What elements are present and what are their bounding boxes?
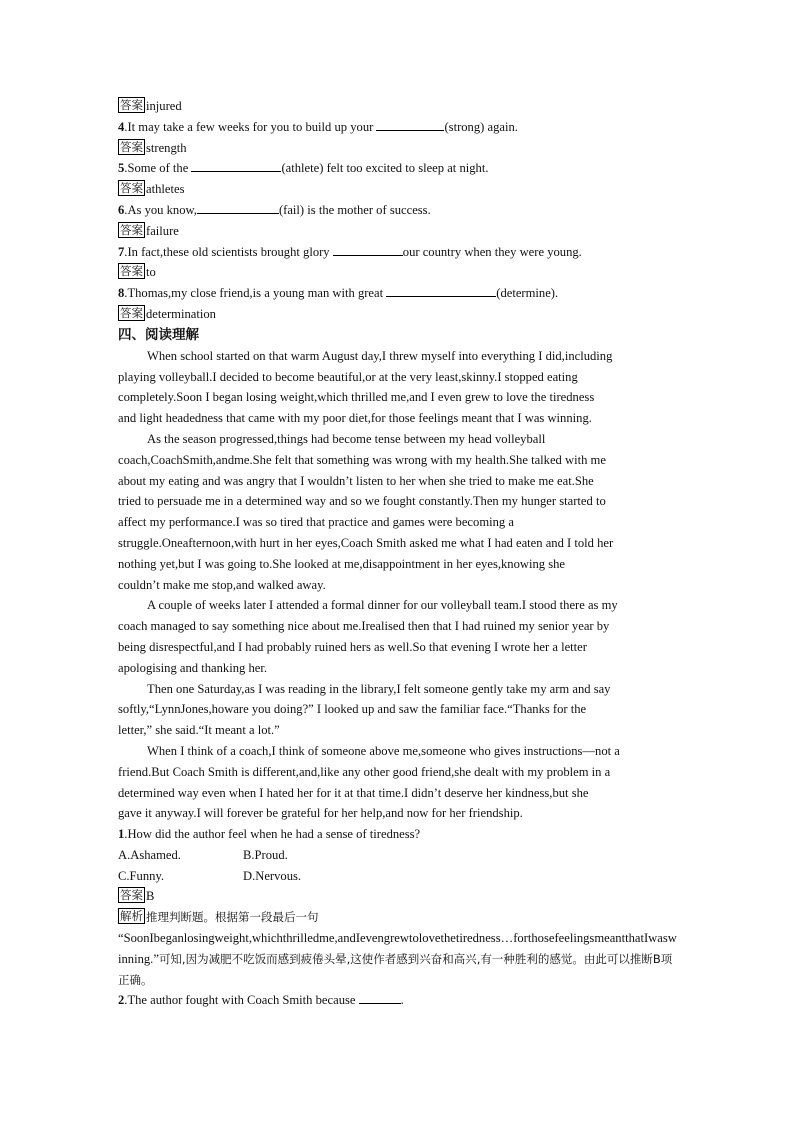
question-text-after: (determine). <box>496 286 559 301</box>
question-text-before: .Some of the <box>124 161 192 176</box>
passage-paragraph <box>118 346 678 429</box>
question-text-after: (athlete) felt too excited to sleep at night. <box>281 161 489 176</box>
answer-tag: 答案 <box>120 888 143 903</box>
passage-line: coach,CoachSmith,andme.She felt that something was wrong with my health.She talked with me <box>118 452 606 467</box>
explanation-text: 可知,因为减肥不吃饭而感到疲倦头晕,这使作者感到兴奋和高兴,有一种胜利的感觉。由此可以推断B项正确。 <box>118 951 673 987</box>
options-row <box>118 845 678 866</box>
answer-line <box>118 179 678 200</box>
question-line <box>118 158 678 179</box>
passage-line: Then one Saturday,as I was reading in the library,I felt someone gently take my arm and say <box>147 681 611 696</box>
passage-line: gave it anyway.I will forever be grateful for her help,and now for her friendship. <box>118 806 523 821</box>
reading-passage <box>118 346 678 824</box>
section-heading: 四、阅读理解 <box>118 326 199 343</box>
question-text-after: (strong) again. <box>444 119 518 134</box>
passage-line: As the season progressed,things had become tense between my head volleyball <box>147 431 546 446</box>
passage-paragraph <box>118 429 678 595</box>
question-text-after: (fail) is the mother of success. <box>278 202 431 217</box>
question-number: 5 <box>118 161 125 176</box>
options-row <box>118 866 678 887</box>
passage-line: playing volleyball.I decided to become beautiful,or at the very least,skinny.I stopped eating <box>118 369 578 384</box>
passage-line: completely.Soon I began losing weight,which thrilled me,and I even grew to love the tiredness <box>118 390 595 405</box>
answer-tag: 答案 <box>120 98 143 112</box>
fill-blank <box>359 992 401 1004</box>
answer-tag: 答案 <box>120 305 143 320</box>
fill-blank <box>333 244 403 256</box>
question-end: . <box>400 993 404 1008</box>
passage-line: When I think of a coach,I think of someone above me,someone who gives instructions—not a <box>147 743 620 758</box>
answer-text: athletes <box>146 182 185 197</box>
passage-paragraph <box>118 595 678 678</box>
passage-line: struggle.Oneafternoon,with hurt in her eyes,Coach Smith asked me what I had eaten and I told her <box>118 535 614 550</box>
question-line <box>118 990 678 1011</box>
question-number: 6 <box>118 202 125 217</box>
answer-text: B <box>146 889 155 904</box>
fill-blank <box>376 119 444 131</box>
passage-line: being disrespectful,and I had probably ruined hers as well.So that evening I wrote her a letter <box>118 639 587 654</box>
question-number: 8 <box>118 286 125 301</box>
question-number: 4 <box>118 119 125 134</box>
passage-line: When school started on that warm August day,I threw myself into everything I did,including <box>147 348 613 363</box>
answer-line <box>118 262 678 283</box>
answer-text: determination <box>146 306 216 321</box>
question-line <box>118 117 678 138</box>
passage-line: couldn’t make me stop,and walked away. <box>118 577 326 592</box>
explanation-text: 推理判断题。根据第一段最后一句 <box>146 910 319 925</box>
passage-line: coach managed to say something nice about me.Irealised then that I had ruined my senior year by <box>118 619 610 634</box>
passage-line: determined way even when I hated her for it at that time.I didn’t deserve her kindness,but she <box>118 785 589 800</box>
passage-line: affect my performance.I was so tired that practice and games were becoming a <box>118 515 514 530</box>
document-page <box>118 96 678 1011</box>
option-b: B.Proud. <box>243 847 288 862</box>
question-text-after: our country when they were young. <box>402 244 582 259</box>
explanation <box>118 907 678 990</box>
question-line <box>118 283 678 304</box>
question-text-before: .As you know, <box>124 202 197 217</box>
question-line <box>118 200 678 221</box>
answer-line <box>118 138 678 159</box>
answer-tag: 答案 <box>120 181 143 196</box>
question-text-before: .Thomas,my close friend,is a young man with great <box>124 286 387 301</box>
option-d: D.Nervous. <box>243 868 302 883</box>
answer-tag: 答案 <box>120 222 143 237</box>
passage-line: A couple of weeks later I attended a formal dinner for our volleyball team.I stood there as my <box>147 598 618 613</box>
fill-blank <box>386 285 496 297</box>
passage-line: apologising and thanking her. <box>118 660 268 675</box>
question-number: 2 <box>118 993 125 1008</box>
question-number: 1 <box>118 827 125 842</box>
passage-line: and light headedness that came with my poor diet,for those feelings meant that I was winning. <box>118 411 592 426</box>
passage-line: softly,“LynnJones,howare you doing?” I looked up and saw the familiar face.“Thanks for the <box>118 702 587 717</box>
question-line <box>118 242 678 263</box>
question-text-before: .In fact,these old scientists brought glory <box>124 244 333 259</box>
fill-blank <box>197 202 279 214</box>
passage-line: nothing yet,but I was going to.She looked at me,disappointment in her eyes,knowing she <box>118 556 566 571</box>
passage-paragraph <box>118 679 678 741</box>
fill-blank <box>191 160 281 172</box>
question-line <box>118 824 678 845</box>
question-text-before: .It may take a few weeks for you to build up your <box>124 119 377 134</box>
option-a: A.Ashamed. <box>118 847 181 862</box>
question-stem: .How did the author feel when he had a sense of tiredness? <box>124 827 421 842</box>
passage-line: tried to persuade me in a determined way and so we fought constantly.Then my hunger started to <box>118 494 606 509</box>
question-stem: .The author fought with Coach Smith because <box>124 993 359 1008</box>
passage-line: about my eating and was angry that I wouldn’t listen to her when she tried to make me eat.She <box>118 473 594 488</box>
passage-line: letter,” she said.“It meant a lot.” <box>118 723 280 738</box>
answer-text: injured <box>146 99 182 113</box>
answer-text: to <box>146 265 156 280</box>
explanation-quote: “SoonIbeganlosingweight,whichthrilledme,andIevengrewtolovethetiredness…forthosefeelingsmeantthatIwaswinning.” <box>118 931 677 966</box>
passage-line: friend.But Coach Smith is different,and,like any other good friend,she dealt with my problem in a <box>118 764 611 779</box>
answer-tag: 答案 <box>120 264 143 279</box>
answer-line <box>118 304 678 325</box>
answer-line <box>118 886 678 907</box>
answer-tag: 答案 <box>120 139 143 154</box>
answer-line <box>118 221 678 242</box>
passage-paragraph <box>118 741 678 824</box>
explanation-tag: 解析 <box>120 909 143 924</box>
option-c: C.Funny. <box>118 868 165 883</box>
question-number: 7 <box>118 244 125 259</box>
answer-line <box>118 96 678 117</box>
answer-text: strength <box>146 140 187 155</box>
answer-text: failure <box>146 223 179 238</box>
